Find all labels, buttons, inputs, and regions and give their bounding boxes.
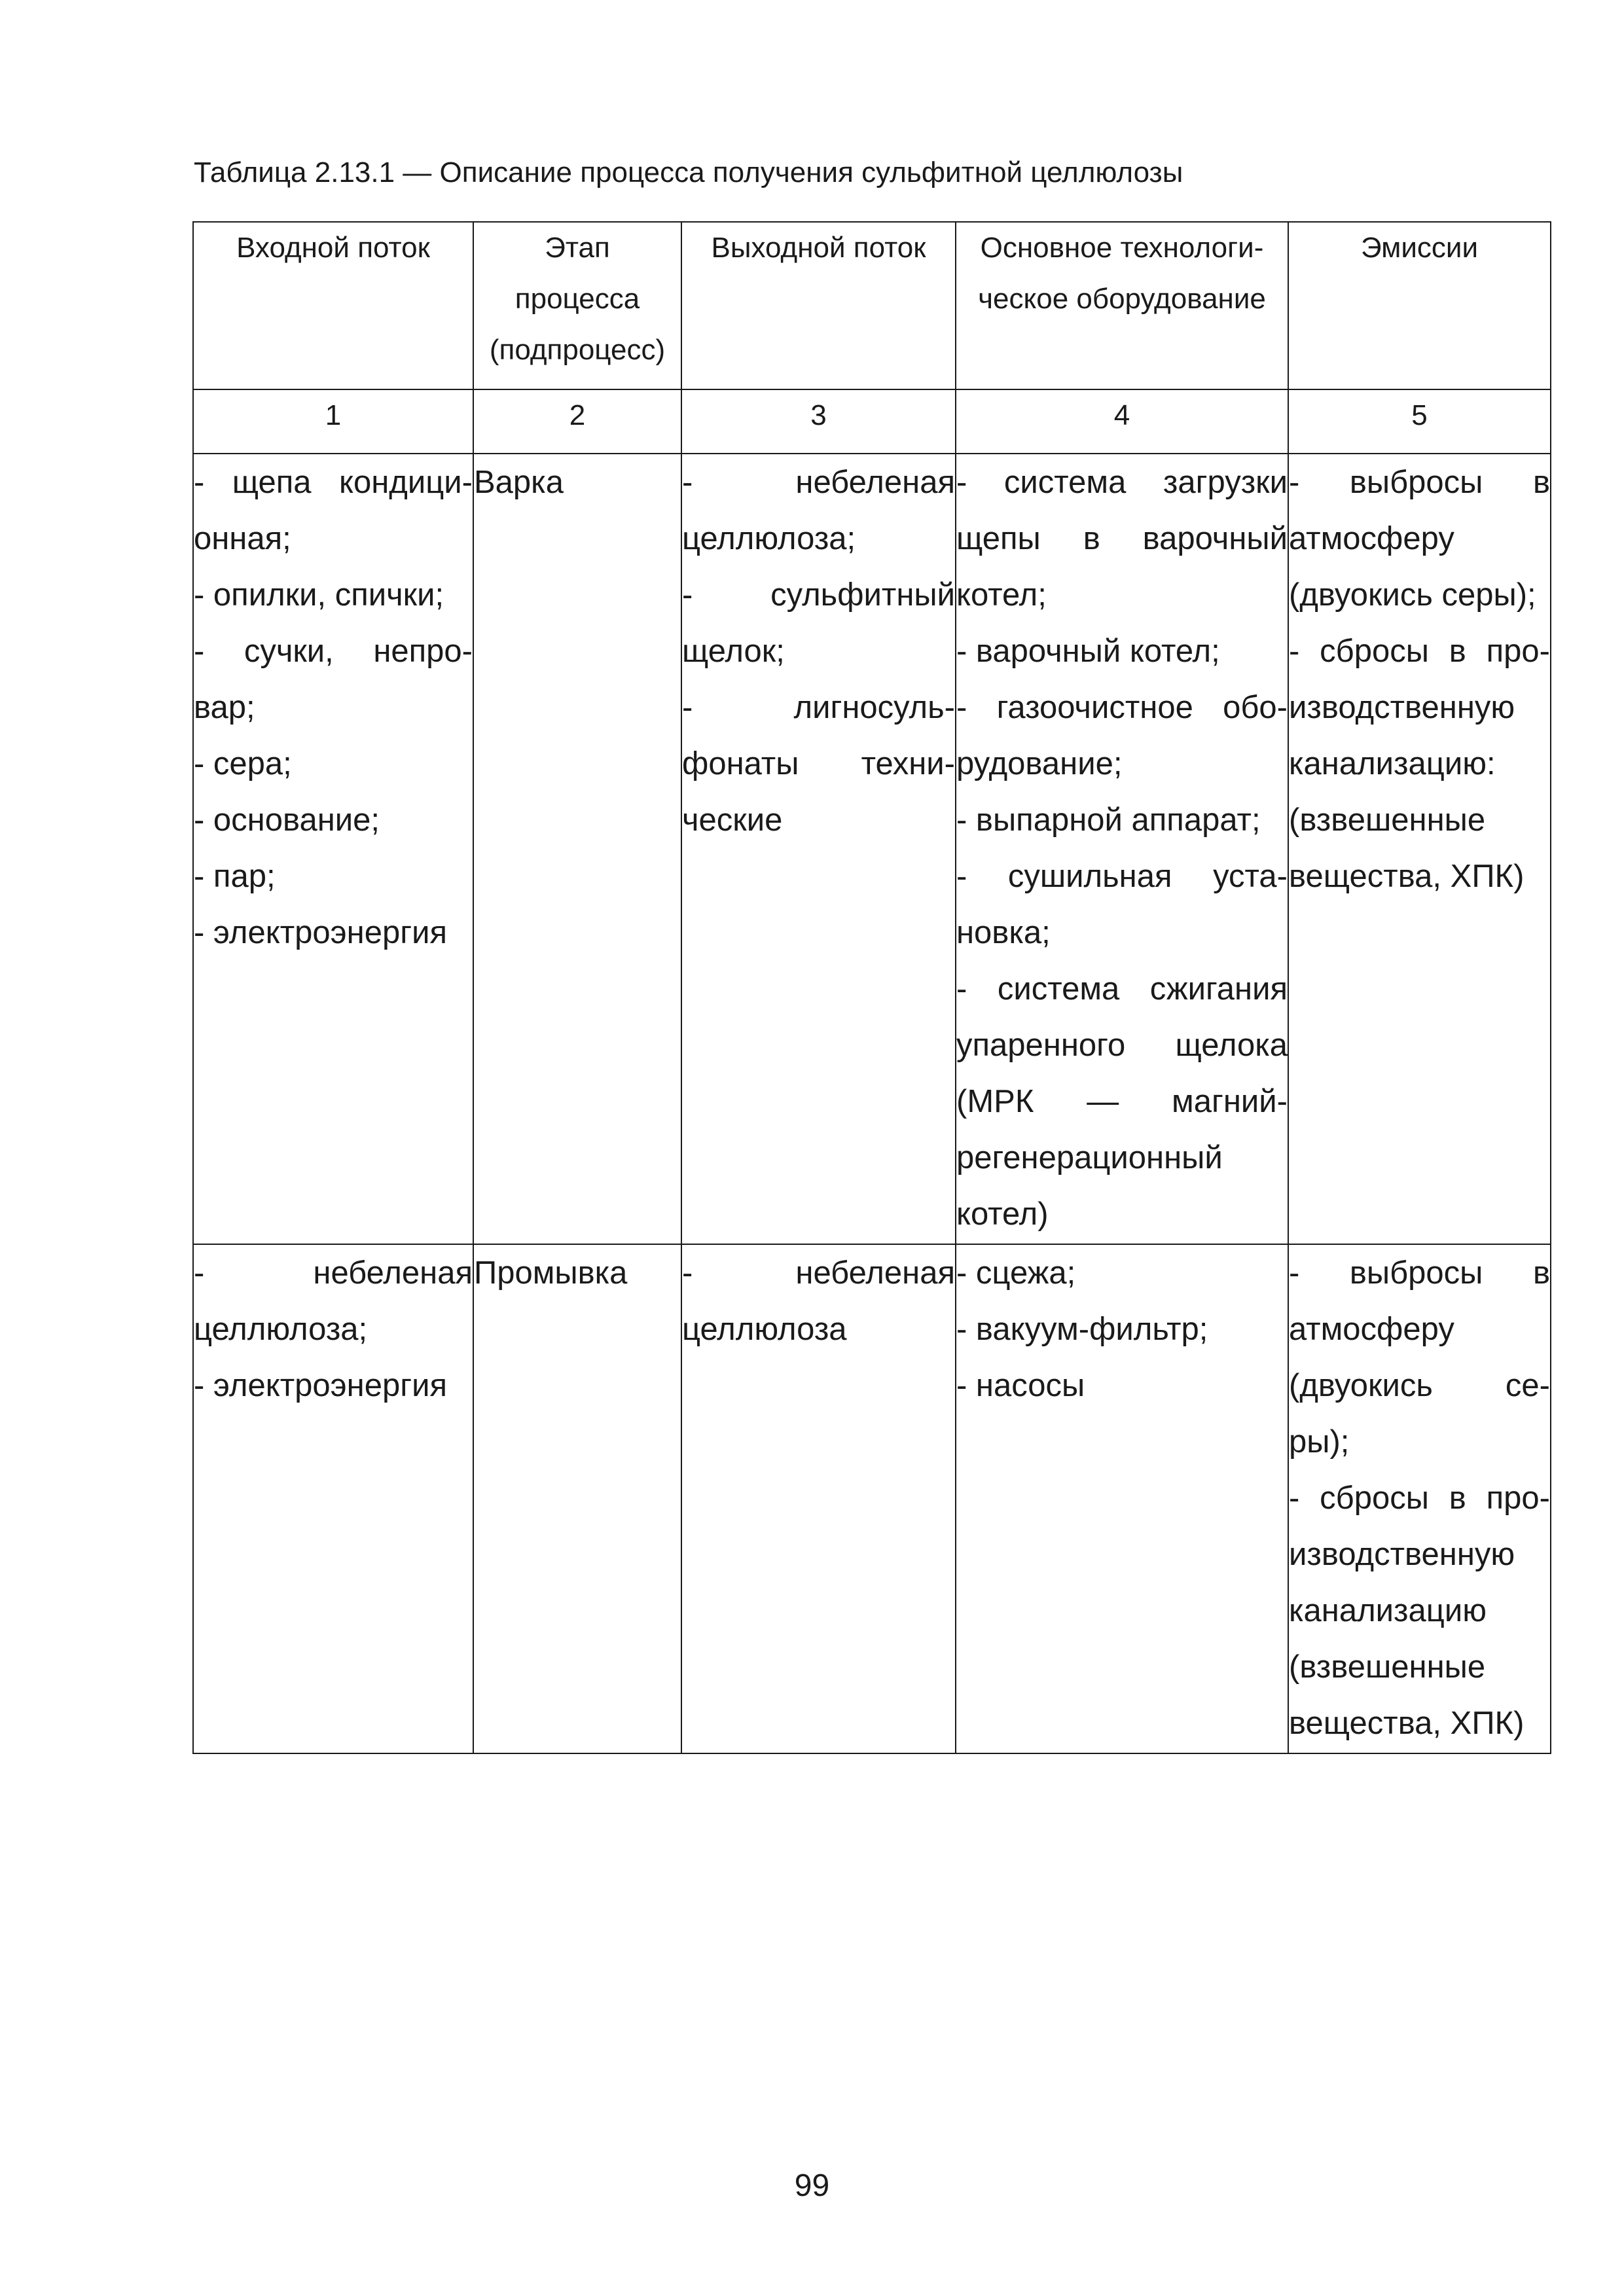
header-stage-line: процесса [514,283,640,315]
cell-line: онная; [194,521,291,556]
page-number: 99 [794,2168,830,2203]
header-equipment-line: ческое оборудование [978,283,1266,315]
header-process-stage [473,222,681,389]
header-output-flow: Выходной поток [681,222,956,389]
cell-line: вещества, ХПК) [1289,859,1525,894]
cell-line: - сбросы в про- [1289,1480,1550,1516]
cell-line: рудование; [956,746,1123,781]
cell-line: - сера; [194,746,292,781]
cell-line: фонаты техни- [682,746,955,781]
cell-line: регенерационный [956,1140,1223,1175]
cell-line: упаренного щелока [956,1028,1288,1063]
cell-line: - небеленая [682,465,955,500]
cell-line: - сучки, непро- [194,634,473,669]
cell-line: (двуокись се- [1289,1368,1550,1403]
cell-input [193,1244,473,1753]
cell-line: - электроэнергия [194,915,447,950]
cell-line: новка; [956,915,1051,950]
cell-line: - небеленая [194,1255,473,1291]
cell-input [193,454,473,1244]
cell-line: - выбросы в [1289,465,1550,500]
cell-output [681,1244,956,1753]
cell-line: - лигносуль- [682,690,955,725]
cell-line: - система сжигания [956,971,1288,1007]
header-row [193,222,1551,389]
header-equipment-line: Основное технологи- [980,232,1264,264]
table-row [193,1244,1551,1753]
cell-line: Варка [474,465,564,500]
process-table [192,221,1551,1754]
cell-line: (взвешенные [1289,802,1486,838]
cell-emissions [1288,454,1551,1244]
cell-line: - варочный котел; [956,634,1220,669]
cell-line: вещества, ХПК) [1289,1706,1525,1741]
cell-line: щепы в варочный [956,521,1288,556]
column-number: 2 [473,389,681,454]
cell-line: вар; [194,690,255,725]
column-number: 5 [1288,389,1551,454]
cell-line: - выпарной аппарат; [956,802,1261,838]
cell-line: - опилки, спички; [194,577,444,613]
cell-line: - сушильная уста- [956,859,1288,894]
cell-line: (взвешенные [1289,1649,1486,1685]
cell-line: котел) [956,1196,1049,1232]
header-input-flow: Входной поток [193,222,473,389]
cell-line: - пар; [194,859,276,894]
cell-stage [473,1244,681,1753]
cell-line: - газоочистное обо- [956,690,1288,725]
header-stage-line: Этап [545,232,610,264]
header-emissions: Эмиссии [1288,222,1551,389]
column-number-row [193,389,1551,454]
cell-line: целлюлоза; [682,521,856,556]
cell-line: целлюлоза; [194,1312,368,1347]
column-number: 1 [193,389,473,454]
cell-emissions [1288,1244,1551,1753]
cell-line: - сульфитный [682,577,955,613]
cell-stage [473,454,681,1244]
cell-output [681,454,956,1244]
cell-line: щелок; [682,634,785,669]
cell-line: целлюлоза [682,1312,847,1347]
cell-equipment [956,1244,1288,1753]
cell-line: Промывка [474,1255,628,1291]
cell-equipment [956,454,1288,1244]
table-caption: Таблица 2.13.1 — Описание процесса получения сульфитной целлюлозы [194,156,1183,188]
cell-line: - система загрузки [956,465,1288,500]
header-stage-line: (подпроцесс) [489,334,666,366]
cell-line: - насосы [956,1368,1085,1403]
cell-line: изводственную [1289,690,1515,725]
cell-line: канализацию: [1289,746,1496,781]
header-equipment [956,222,1288,389]
cell-line: - вакуум-фильтр; [956,1312,1208,1347]
cell-line: - основание; [194,802,380,838]
cell-line: (двуокись серы); [1289,577,1536,613]
cell-line: котел; [956,577,1047,613]
cell-line: - небеленая [682,1255,955,1291]
column-number: 3 [681,389,956,454]
cell-line: - выбросы в [1289,1255,1550,1291]
cell-line: - электроэнергия [194,1368,447,1403]
cell-line: - щепа кондици- [194,465,473,500]
cell-line: (МРК — магний- [956,1084,1288,1119]
cell-line: атмосферу [1289,1312,1454,1347]
cell-line: канализацию [1289,1593,1487,1628]
table-row [193,454,1551,1244]
cell-line: - сцежа; [956,1255,1076,1291]
cell-line: - сбросы в про- [1289,634,1550,669]
cell-line: ческие [682,802,783,838]
cell-line: ры); [1289,1424,1350,1460]
column-number: 4 [956,389,1288,454]
cell-line: атмосферу [1289,521,1454,556]
cell-line: изводственную [1289,1537,1515,1572]
